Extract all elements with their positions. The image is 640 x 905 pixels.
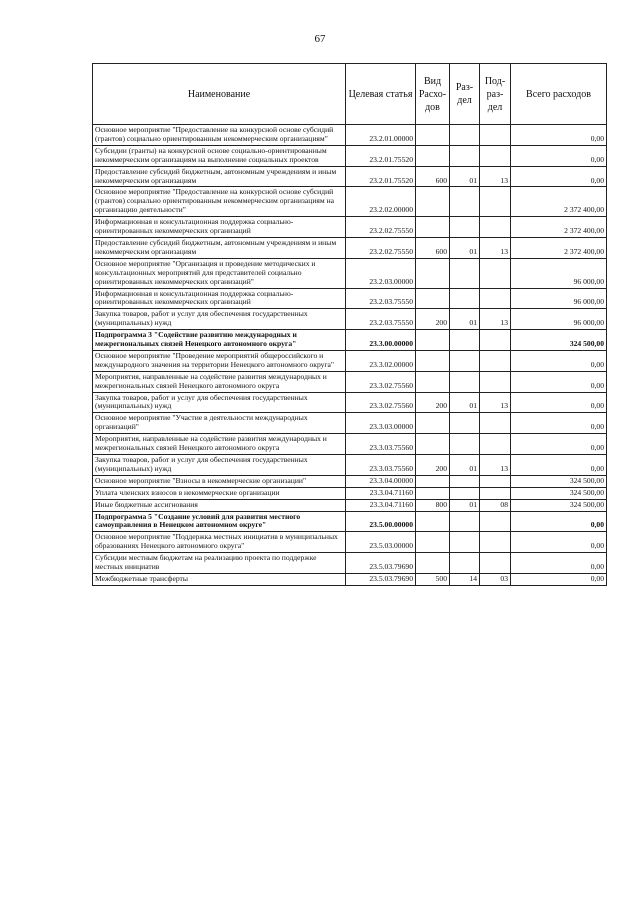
row-section xyxy=(450,125,480,146)
row-section xyxy=(450,258,480,288)
table-row xyxy=(93,350,607,371)
row-total: 0,00 xyxy=(511,145,607,166)
row-subsection xyxy=(480,217,511,238)
row-expense-type xyxy=(416,217,450,238)
table-row xyxy=(93,288,607,309)
row-total: 0,00 xyxy=(511,350,607,371)
row-subsection: 13 xyxy=(480,237,511,258)
row-total: 96 000,00 xyxy=(511,288,607,309)
row-expense-type: 800 xyxy=(416,499,450,511)
table-row xyxy=(93,371,607,392)
row-target-article: 23.5.03.79690 xyxy=(346,573,416,585)
row-target-article: 23.3.02.00000 xyxy=(346,350,416,371)
row-subsection xyxy=(480,350,511,371)
row-total: 0,00 xyxy=(511,166,607,187)
row-name: Предоставление субсидий бюджетным, автономным учреждениям и иным некоммерческим организациям xyxy=(93,166,346,187)
row-section xyxy=(450,434,480,455)
row-section xyxy=(450,350,480,371)
row-target-article: 23.3.02.75560 xyxy=(346,371,416,392)
row-expense-type xyxy=(416,125,450,146)
table-row xyxy=(93,145,607,166)
row-expense-type xyxy=(416,413,450,434)
row-target-article: 23.2.01.00000 xyxy=(346,125,416,146)
row-target-article: 23.2.03.75550 xyxy=(346,309,416,330)
row-target-article: 23.3.03.75560 xyxy=(346,455,416,476)
row-expense-type xyxy=(416,532,450,553)
row-subsection xyxy=(480,187,511,217)
row-section xyxy=(450,288,480,309)
row-target-article: 23.5.03.79690 xyxy=(346,553,416,574)
row-target-article: 23.2.01.75520 xyxy=(346,145,416,166)
table-header-row xyxy=(93,64,607,125)
row-subsection xyxy=(480,511,511,532)
row-section: 01 xyxy=(450,499,480,511)
row-target-article: 23.2.02.75550 xyxy=(346,237,416,258)
row-total: 324 500,00 xyxy=(511,330,607,351)
row-subsection xyxy=(480,413,511,434)
row-total: 0,00 xyxy=(511,371,607,392)
row-name: Основное мероприятие "Организация и проведение методических и консультационных мероприятий для представителей социально ориентированных некоммерческих организаций" xyxy=(93,258,346,288)
header-section: Раз-дел xyxy=(450,64,480,125)
header-target-article: Целевая статья xyxy=(346,64,416,125)
row-name: Уплата членских взносов в некоммерческие организации xyxy=(93,487,346,499)
row-total: 96 000,00 xyxy=(511,309,607,330)
row-total: 0,00 xyxy=(511,392,607,413)
row-target-article: 23.2.01.75520 xyxy=(346,166,416,187)
row-total: 2 372 400,00 xyxy=(511,217,607,238)
row-section: 01 xyxy=(450,166,480,187)
row-expense-type: 200 xyxy=(416,309,450,330)
header-name: Наименование xyxy=(93,64,346,125)
row-expense-type: 500 xyxy=(416,573,450,585)
row-target-article: 23.3.00.00000 xyxy=(346,330,416,351)
row-total: 0,00 xyxy=(511,455,607,476)
table-row xyxy=(93,475,607,487)
table-row xyxy=(93,125,607,146)
row-expense-type xyxy=(416,511,450,532)
row-section xyxy=(450,145,480,166)
row-total: 0,00 xyxy=(511,532,607,553)
table-row xyxy=(93,573,607,585)
row-target-article: 23.2.02.75550 xyxy=(346,217,416,238)
table-row xyxy=(93,487,607,499)
row-name: Мероприятия, направленные на содействие развития международных и межрегиональных связей Ненецкого автономного округа xyxy=(93,371,346,392)
row-name: Иные бюджетные ассигнования xyxy=(93,499,346,511)
row-section xyxy=(450,475,480,487)
row-target-article: 23.3.04.71160 xyxy=(346,499,416,511)
row-expense-type: 200 xyxy=(416,455,450,476)
row-target-article: 23.3.03.75560 xyxy=(346,434,416,455)
row-name: Подпрограмма 3 "Содействие развитию международных и межрегиональных связей Ненецкого автономного округа" xyxy=(93,330,346,351)
row-expense-type xyxy=(416,553,450,574)
row-subsection xyxy=(480,258,511,288)
row-target-article: 23.2.02.00000 xyxy=(346,187,416,217)
row-subsection xyxy=(480,434,511,455)
row-name: Основное мероприятие "Поддержка местных инициатив в муниципальных образованиях Ненецкого автономного округа" xyxy=(93,532,346,553)
row-section: 14 xyxy=(450,573,480,585)
row-total: 324 500,00 xyxy=(511,487,607,499)
row-target-article: 23.2.03.00000 xyxy=(346,258,416,288)
row-expense-type xyxy=(416,258,450,288)
row-section: 01 xyxy=(450,237,480,258)
row-name: Предоставление субсидий бюджетным, автономным учреждениям и иным некоммерческим организациям xyxy=(93,237,346,258)
row-total: 0,00 xyxy=(511,413,607,434)
row-section: 01 xyxy=(450,455,480,476)
table-row xyxy=(93,511,607,532)
row-subsection xyxy=(480,475,511,487)
header-total-expenses: Всего расходов xyxy=(511,64,607,125)
row-subsection xyxy=(480,288,511,309)
table-row xyxy=(93,166,607,187)
row-target-article: 23.5.00.00000 xyxy=(346,511,416,532)
row-name: Подпрограмма 5 "Создание условий для развития местного самоуправления в Ненецком автономном округе" xyxy=(93,511,346,532)
row-name: Закупка товаров, работ и услуг для обеспечения государственных (муниципальных) нужд xyxy=(93,455,346,476)
row-section xyxy=(450,330,480,351)
row-expense-type xyxy=(416,434,450,455)
row-total: 0,00 xyxy=(511,553,607,574)
row-subsection: 08 xyxy=(480,499,511,511)
row-section xyxy=(450,217,480,238)
row-subsection xyxy=(480,330,511,351)
row-name: Основное мероприятие "Предоставление на конкурсной основе субсидий (грантов) социально ориентированным некоммерческим организациям" xyxy=(93,125,346,146)
row-subsection xyxy=(480,553,511,574)
table-row xyxy=(93,237,607,258)
table-row xyxy=(93,499,607,511)
row-expense-type: 600 xyxy=(416,166,450,187)
row-subsection xyxy=(480,487,511,499)
row-name: Мероприятия, направленные на содействие развития международных и межрегиональных связей Ненецкого автономного округа xyxy=(93,434,346,455)
row-name: Основное мероприятие "Проведение мероприятий общероссийского и международного значения на территории Ненецкого автономного округа" xyxy=(93,350,346,371)
table-row xyxy=(93,392,607,413)
row-subsection xyxy=(480,125,511,146)
row-section xyxy=(450,371,480,392)
row-subsection: 13 xyxy=(480,455,511,476)
table-row xyxy=(93,434,607,455)
row-subsection: 13 xyxy=(480,309,511,330)
row-total: 2 372 400,00 xyxy=(511,187,607,217)
row-section xyxy=(450,532,480,553)
table-row xyxy=(93,309,607,330)
row-section xyxy=(450,187,480,217)
table-row xyxy=(93,330,607,351)
table-row xyxy=(93,413,607,434)
row-subsection xyxy=(480,145,511,166)
row-subsection xyxy=(480,532,511,553)
row-section: 01 xyxy=(450,392,480,413)
row-total: 0,00 xyxy=(511,511,607,532)
row-total: 0,00 xyxy=(511,434,607,455)
row-name: Субсидии местным бюджетам на реализацию проекта по поддержке местных инициатив xyxy=(93,553,346,574)
row-name: Межбюджетные трансферты xyxy=(93,573,346,585)
header-expense-type: Вид Расхо-дов xyxy=(416,64,450,125)
row-target-article: 23.3.03.00000 xyxy=(346,413,416,434)
header-subsection: Под-раз-дел xyxy=(480,64,511,125)
row-total: 2 372 400,00 xyxy=(511,237,607,258)
row-expense-type xyxy=(416,475,450,487)
row-total: 0,00 xyxy=(511,573,607,585)
table-row xyxy=(93,187,607,217)
row-name: Основное мероприятие "Участие в деятельности международных организаций" xyxy=(93,413,346,434)
row-expense-type xyxy=(416,288,450,309)
row-target-article: 23.3.04.00000 xyxy=(346,475,416,487)
row-target-article: 23.3.02.75560 xyxy=(346,392,416,413)
row-subsection: 13 xyxy=(480,392,511,413)
row-name: Субсидии (гранты) на конкурсной основе социально-ориентированным некоммерческим организациям на выполнение социальных проектов xyxy=(93,145,346,166)
row-name: Информационная и консультационная поддержка социально-ориентированных некоммерческих организаций xyxy=(93,288,346,309)
budget-table xyxy=(92,63,607,586)
row-target-article: 23.3.04.71160 xyxy=(346,487,416,499)
row-total: 0,00 xyxy=(511,125,607,146)
row-name: Основное мероприятие "Взносы в некоммерческие организации" xyxy=(93,475,346,487)
row-total: 324 500,00 xyxy=(511,499,607,511)
row-expense-type xyxy=(416,371,450,392)
row-name: Закупка товаров, работ и услуг для обеспечения государственных (муниципальных) нужд xyxy=(93,309,346,330)
table-row xyxy=(93,455,607,476)
row-expense-type xyxy=(416,350,450,371)
table-row xyxy=(93,258,607,288)
table-row xyxy=(93,553,607,574)
row-expense-type xyxy=(416,187,450,217)
row-subsection: 03 xyxy=(480,573,511,585)
row-total: 96 000,00 xyxy=(511,258,607,288)
row-expense-type: 600 xyxy=(416,237,450,258)
row-expense-type xyxy=(416,487,450,499)
row-target-article: 23.2.03.75550 xyxy=(346,288,416,309)
table-row xyxy=(93,532,607,553)
row-section xyxy=(450,413,480,434)
row-name: Закупка товаров, работ и услуг для обеспечения государственных (муниципальных) нужд xyxy=(93,392,346,413)
row-name: Основное мероприятие "Предоставление на конкурсной основе субсидий (грантов) социально ориентированным некоммерческим организациям на организацию деятельности" xyxy=(93,187,346,217)
row-expense-type: 200 xyxy=(416,392,450,413)
row-section xyxy=(450,511,480,532)
row-section xyxy=(450,553,480,574)
row-expense-type xyxy=(416,145,450,166)
row-expense-type xyxy=(416,330,450,351)
row-name: Информационная и консультационная поддержка социально-ориентированных некоммерческих организаций xyxy=(93,217,346,238)
table-row xyxy=(93,217,607,238)
row-section: 01 xyxy=(450,309,480,330)
row-section xyxy=(450,487,480,499)
row-target-article: 23.5.03.00000 xyxy=(346,532,416,553)
page-number: 67 xyxy=(314,33,326,45)
row-total: 324 500,00 xyxy=(511,475,607,487)
row-subsection xyxy=(480,371,511,392)
row-subsection: 13 xyxy=(480,166,511,187)
